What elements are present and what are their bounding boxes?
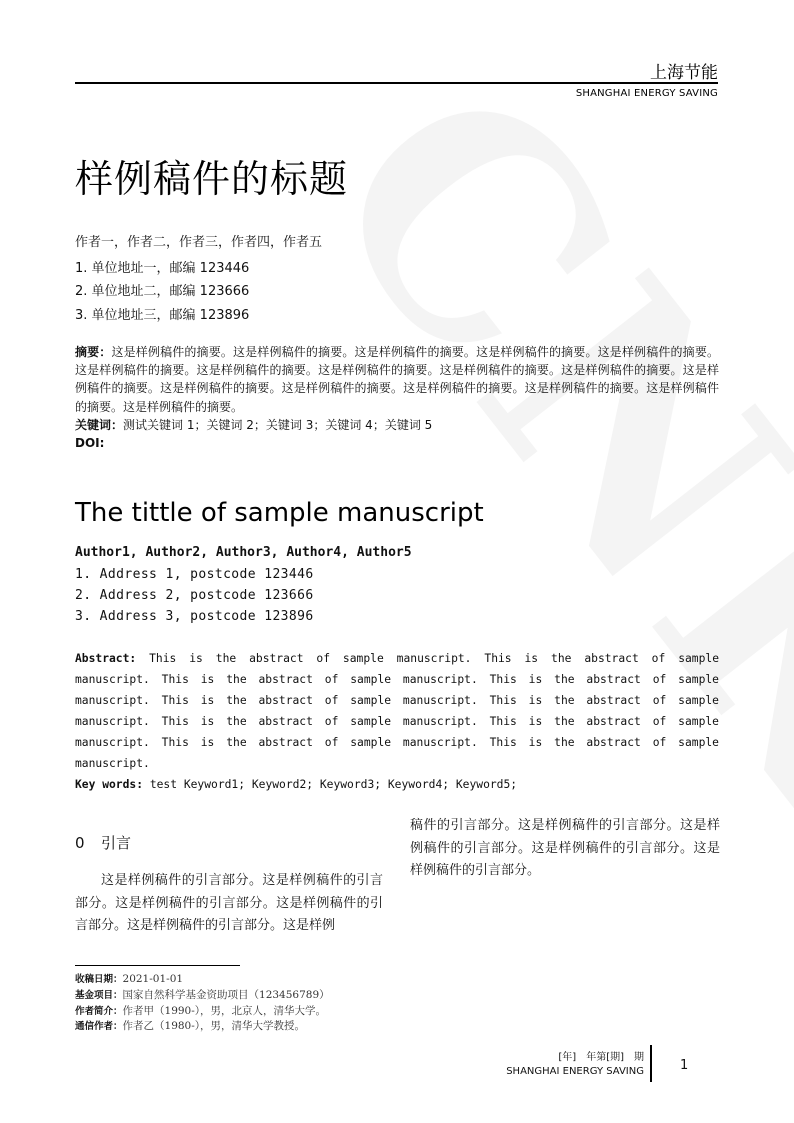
intro-paragraph-left: 这是样例稿件的引言部分。这是样例稿件的引言部分。这是样例稿件的引言部分。这是样例稿件的引言部分。这是样例稿件的引言部分。这是样例: [75, 873, 383, 933]
abstract-en: [75, 648, 719, 795]
journal-name-cn: 上海节能: [650, 63, 718, 83]
abstract-en-text: This is the abstract of sample manuscript. This is the abstract of sample manuscript. This is the abstract of sample manuscript. This is the abstract of sample manuscript. This is the abstract of sample manuscript. This is the abstract of sample manuscript. This is the abstract of sample manuscript. This is the abstract of sample manuscript. This is the abstract of sample manuscript. This is the abstract of sample manuscript.: [75, 652, 719, 770]
footnote-corresponding: [75, 1018, 305, 1033]
affiliation-cn-1: 1. 单位地址一，邮编 123446: [75, 261, 250, 276]
footnote-label: 基金项目：: [75, 990, 123, 1001]
footer-divider: [650, 1045, 652, 1082]
keywords-en: test Keyword1; Keyword2; Keyword3; Keyword4; Keyword5;: [143, 778, 518, 791]
keywords-cn-label: 关键词：: [75, 417, 124, 432]
abstract-en-label: Abstract:: [75, 652, 137, 665]
footer-journal-en: SHANGHAI ENERGY SAVING: [506, 1066, 644, 1077]
affiliation-en-3: 3. Address 3, postcode 123896: [75, 609, 314, 624]
footnote-text: 作者甲（1990-），男，北京人，清华大学。: [122, 1005, 327, 1017]
footnote-label: 通信作者：: [75, 1021, 123, 1032]
footnote-text: 2021-01-01: [122, 973, 184, 985]
footnote-text: 国家自然科学基金资助项目（123456789）: [122, 989, 330, 1001]
footnote-fund: [75, 987, 330, 1002]
footnote-rule: [75, 965, 240, 966]
abstract-cn: [75, 343, 719, 452]
page-number: 1: [680, 1058, 689, 1073]
footnote-label: 收稿日期：: [75, 974, 123, 985]
title-cn: 样例稿件的标题: [75, 157, 349, 201]
section-number: 0: [75, 834, 85, 852]
intro-paragraph-right: 稿件的引言部分。这是样例稿件的引言部分。这是样例稿件的引言部分。这是样例稿件的引言部分。这是样例稿件的引言部分。: [410, 818, 720, 878]
header-rule: [75, 82, 718, 84]
footnote-label: 作者简介：: [75, 1006, 123, 1017]
affiliation-en-1: 1. Address 1, postcode 123446: [75, 567, 314, 582]
keywords-en-label: Key words:: [75, 778, 144, 791]
authors-en: Author1, Author2, Author3, Author4, Author5: [75, 545, 412, 560]
footnote-text: 作者乙（1980-），男，清华大学教授。: [122, 1020, 306, 1032]
abstract-cn-label: 摘要：: [75, 345, 112, 359]
section-title: 引言: [101, 834, 132, 852]
footnote-author-bio: [75, 1003, 326, 1018]
title-en: The tittle of sample manuscript: [75, 498, 484, 528]
authors-cn: 作者一，作者二，作者三，作者四，作者五: [75, 235, 323, 250]
footer-issue: [年] 年第[期] 期: [558, 1052, 644, 1063]
footnote-received: [75, 971, 183, 985]
abstract-cn-text: 这是样例稿件的摘要。这是样例稿件的摘要。这是样例稿件的摘要。这是样例稿件的摘要。这是样例稿件的摘要。这是样例稿件的摘要。这是样例稿件的摘要。这是样例稿件的摘要。这是样例稿件的摘要。这是样例稿件的摘要。这是样例稿件的摘要。这是样例稿件的摘要。这是样例稿件的摘要。这是样例稿件的摘要。这是样例稿件的摘要。这是样例稿件的摘要。这是样例稿件的摘要。: [75, 345, 719, 414]
affiliation-cn-2: 2. 单位地址二，邮编 123666: [75, 284, 250, 299]
doi-label: DOI:: [75, 436, 105, 451]
section-heading-intro: [75, 832, 383, 853]
journal-name-en: SHANGHAI ENERGY SAVING: [575, 88, 718, 99]
affiliation-en-2: 2. Address 2, postcode 123666: [75, 588, 314, 603]
affiliation-cn-3: 3. 单位地址三，邮编 123896: [75, 308, 250, 323]
keywords-cn: 测试关键词 1；关键词 2；关键词 3；关键词 4；关键词 5: [123, 417, 433, 432]
